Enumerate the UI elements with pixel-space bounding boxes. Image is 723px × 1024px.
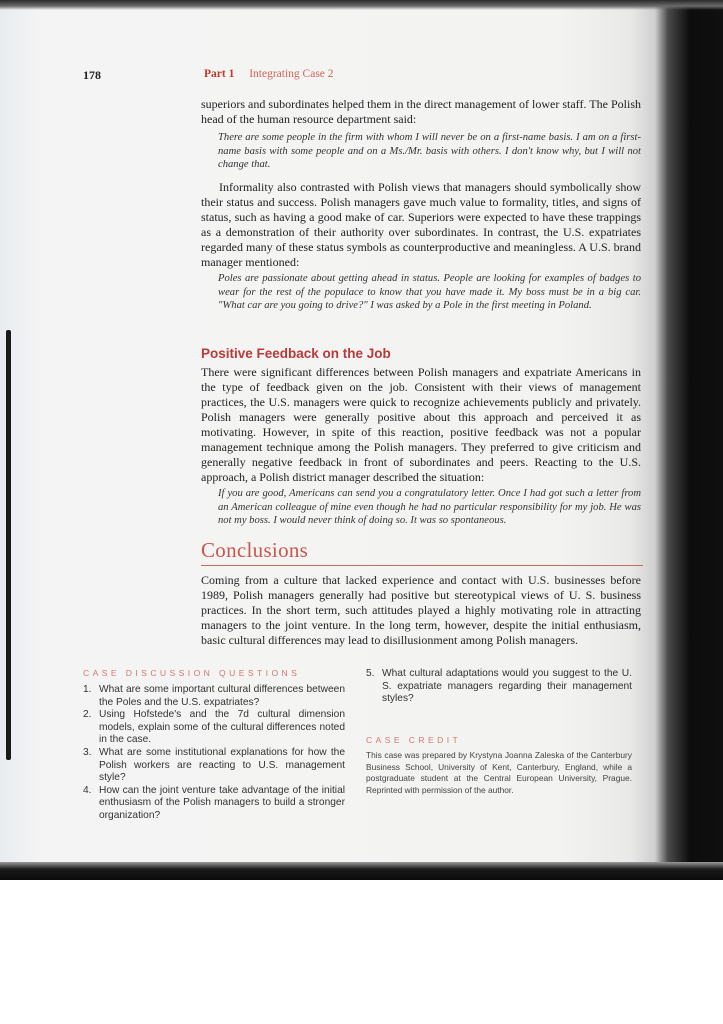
scan-top-shadow bbox=[0, 0, 723, 10]
question-number: 2. bbox=[83, 709, 92, 721]
question-text: What cultural adaptations would you suggest to the U. S. expatriate managers regarding their management styles? bbox=[382, 668, 632, 705]
paragraph-3: There were significant differences between Polish managers and expatriate Americans in the type of feedback given on the job. Consistent with their views of management practices, the U.S. managers were quick to recognize achievements publicly and privately. Polish managers were generally positive about this approach and perceived it as motivating. However, in spite of this reaction, positive feedback was not a popular management technique among the Polish managers. They preferred to give criticism and generally negative feedback in front of subordinates and peers. Reacting to the U.S. approach, a Polish district manager described the situation: bbox=[201, 365, 641, 484]
question-item bbox=[83, 709, 345, 747]
quote-1-block bbox=[201, 131, 641, 172]
page-number: 178 bbox=[83, 68, 101, 82]
discussion-questions-list-continued bbox=[366, 668, 632, 706]
question-item bbox=[83, 684, 345, 709]
paragraph-2-block bbox=[201, 180, 641, 270]
paragraph-1-block bbox=[201, 97, 641, 127]
section-heading-conclusions: Conclusions bbox=[201, 538, 309, 562]
paragraph-2: Informality also contrasted with Polish views that managers should symbolically show their status and success. Polish managers gave much value to formality, titles, and signs of status, such as having a good make of car. Superiors were expected to have these trappings as a demonstration of their authority over subordinates. In contrast, the U.S. expatriates regarded many of these status symbols as counterproductive and meaningless. A U.S. brand manager mentioned: bbox=[201, 180, 641, 269]
question-number: 3. bbox=[83, 746, 92, 758]
quote-2-block bbox=[201, 272, 641, 313]
paragraph-1: superiors and subordinates helped them in the direct management of lower staff. The Polish head of the human resource department said: bbox=[201, 97, 641, 126]
quote-1: There are some people in the firm with whom I will never be on a first-name basis. I am on a first-name basis with some people and on a Ms./Mr. basis with others. I don't know why, but I will not change that. bbox=[218, 132, 641, 171]
question-text: How can the joint venture take advantage of the initial enthusiasm of the Polish managers to build a stronger organization? bbox=[99, 784, 345, 821]
part-label: Part 1 bbox=[204, 68, 235, 80]
discussion-questions-list bbox=[83, 684, 345, 823]
quote-2: Poles are passionate about getting ahead in status. People are looking for examples of badges to wear for the rest of the populace to know that you have made it. My boss must be in a big car. "What car are you going to drive?" I was asked by a Pole in the first meeting in Poland. bbox=[218, 273, 641, 312]
paragraph-3-block bbox=[201, 365, 641, 485]
paragraph-4-block bbox=[201, 573, 641, 648]
section-heading-positive-feedback: Positive Feedback on the Job bbox=[201, 346, 391, 361]
scan-bottom-edge bbox=[0, 862, 723, 880]
section-rule bbox=[201, 565, 643, 566]
question-text: What are some important cultural differences between the Poles and the U.S. expatriates? bbox=[99, 684, 345, 708]
paragraph-4: Coming from a culture that lacked experience and contact with U.S. businesses before 1989, Polish managers generally had positive but stereotypical views of U. S. business practices. In the short term, such attitudes played a highly motivating role in attracting managers to the joint venture. In the long term, however, despite the initial enthusiasm, basic cultural differences may lead to disillusionment among Polish managers. bbox=[201, 573, 641, 647]
scan-binding-mark bbox=[6, 330, 11, 760]
quote-3: If you are good, Americans can send you a congratulatory letter. Once I had got such a letter from an American colleague of mine even though he had no particular responsibility for my job. He was not my boss. I would never think of doing so. It was so spontaneous. bbox=[218, 488, 641, 527]
case-title: Integrating Case 2 bbox=[249, 68, 334, 80]
question-number: 1. bbox=[83, 684, 92, 695]
section-positive-feedback bbox=[201, 346, 641, 361]
question-text: What are some institutional explanations for how the Polish workers are reacting to U.S. management style? bbox=[99, 746, 345, 784]
question-number: 5. bbox=[366, 668, 375, 679]
running-head bbox=[204, 68, 334, 80]
quote-3-block bbox=[201, 487, 641, 528]
question-item bbox=[83, 747, 345, 785]
case-credit-text: This case was prepared by Krystyna Joanna Zaleska of the Canterbury Business School, University of Kent, Canterbury, England, while a postgraduate student at the Central European University, Prague. Reprinted with permission of the author. bbox=[366, 750, 632, 795]
discussion-questions-heading: CASE DISCUSSION QUESTIONS bbox=[83, 668, 301, 678]
question-item bbox=[366, 668, 632, 706]
question-text: Using Hofstede's and the 7d cultural dimension models, explain some of the cultural differences noted in the case. bbox=[99, 709, 345, 746]
case-credit-heading: CASE CREDIT bbox=[366, 735, 462, 745]
question-item bbox=[83, 785, 345, 823]
question-number: 4. bbox=[83, 784, 92, 796]
